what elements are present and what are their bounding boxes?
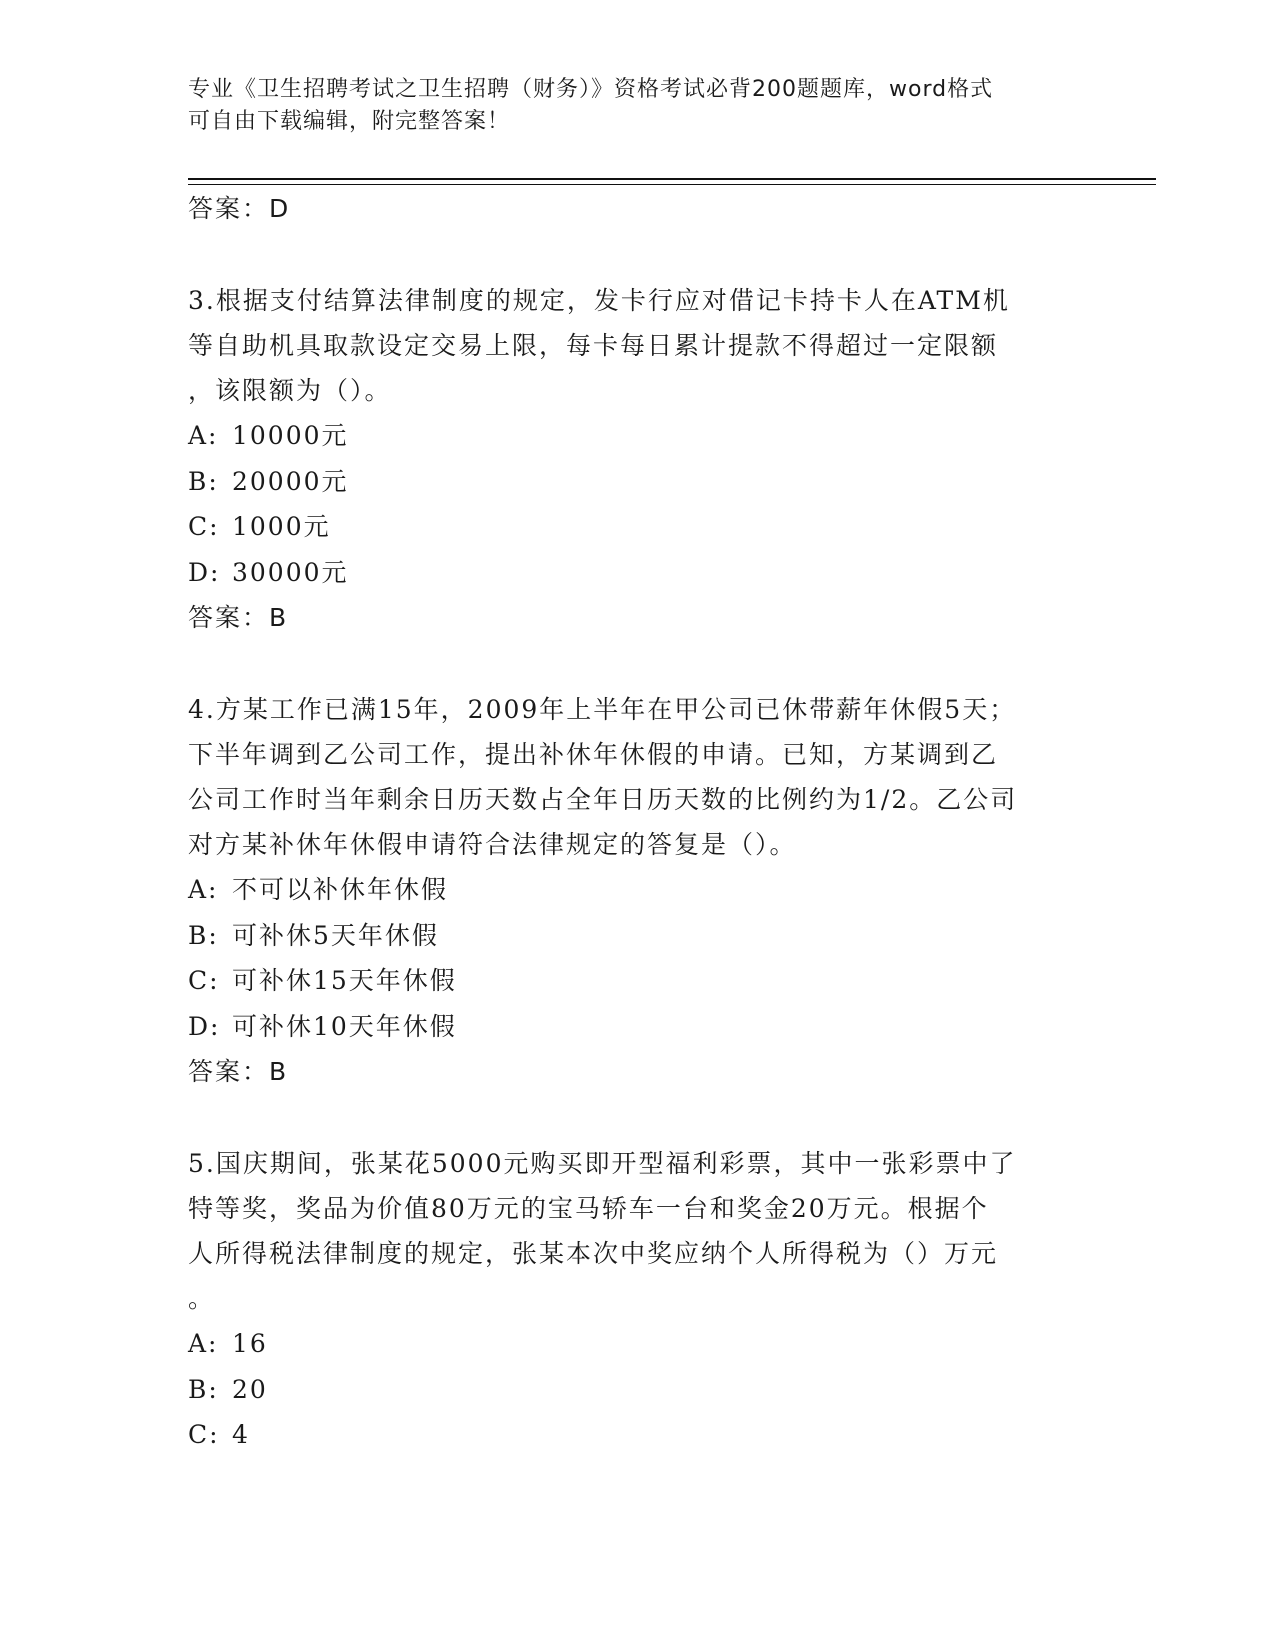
answer-label: 答案： (188, 194, 270, 223)
option-c (188, 504, 1108, 550)
option-letter: A: (188, 421, 219, 450)
question-spacer (188, 641, 1108, 687)
option-text: 可补休15天年休假 (232, 966, 457, 995)
stem-line: 人所得税法律制度的规定，张某本次中奖应纳个人所得税为（）万元 (188, 1239, 999, 1268)
stem-line: 特等奖，奖品为价值80万元的宝马轿车一台和奖金20万元。根据个 (188, 1194, 989, 1223)
stem-line: ，该限额为（）。 (188, 376, 392, 405)
question-4 (188, 687, 1108, 1095)
option-letter: B: (188, 1374, 219, 1404)
option-letter: D: (188, 1011, 221, 1041)
option-d (188, 550, 1108, 596)
stem-line: 3.根据支付结算法律制度的规定，发卡行应对借记卡持卡人在ATM机 (188, 286, 1010, 315)
stem-line: 公司工作时当年剩余日历天数占全年日历天数的比例约为1/2。乙公司 (188, 785, 1018, 814)
document-body (188, 186, 1108, 1458)
answer-label: 答案： (188, 1057, 270, 1086)
question-5 (188, 1141, 1108, 1458)
option-text: 1000元 (232, 512, 331, 541)
option-text: 30000元 (232, 557, 349, 587)
option-b (188, 1367, 1108, 1413)
stem-line: 5.国庆期间，张某花5000元购买即开型福利彩票，其中一张彩票中了 (188, 1149, 1017, 1178)
header-rule-thick (188, 178, 1156, 180)
header-line-2: 可自由下载编辑，附完整答案！ (188, 109, 511, 134)
option-text: 不可以补休年休假 (232, 875, 449, 904)
option-letter: C: (188, 512, 220, 541)
question-stem (188, 278, 1108, 413)
option-text: 10000元 (232, 421, 349, 450)
question-stem (188, 1141, 1108, 1321)
option-letter: A: (188, 1329, 219, 1358)
option-letter: A: (188, 875, 219, 904)
option-letter: C: (188, 1420, 220, 1449)
option-text: 可补休5天年休假 (232, 920, 439, 950)
option-text: 可补休10天年休假 (232, 1011, 457, 1041)
option-c (188, 1412, 1108, 1458)
question-spacer (188, 232, 1108, 278)
option-text: 16 (232, 1329, 268, 1358)
answer-value: B (269, 603, 289, 632)
option-a (188, 413, 1108, 459)
stem-line: 对方某补休年休假申请符合法律规定的答复是（）。 (188, 830, 797, 859)
answer-value: D (269, 194, 291, 223)
option-b (188, 459, 1108, 505)
previous-answer (188, 186, 1108, 232)
question-answer (188, 1049, 1108, 1095)
option-a (188, 1321, 1108, 1367)
header-line-1: 专业《卫生招聘考试之卫生招聘（财务）》资格考试必背200题题库，word格式 (188, 77, 994, 102)
answer-label: 答案： (188, 603, 270, 632)
stem-line: 等自助机具取款设定交易上限，每卡每日累计提款不得超过一定限额 (188, 331, 999, 360)
option-a (188, 867, 1108, 913)
option-letter: C: (188, 966, 220, 995)
option-letter: D: (188, 557, 221, 587)
option-text: 20000元 (232, 466, 349, 496)
stem-line: 。 (188, 1284, 216, 1313)
option-c (188, 958, 1108, 1004)
option-text: 20 (232, 1374, 268, 1404)
question-3 (188, 278, 1108, 641)
question-spacer (188, 1095, 1108, 1141)
stem-line: 下半年调到乙公司工作，提出补休年休假的申请。已知，方某调到乙 (188, 740, 999, 769)
question-answer (188, 595, 1108, 641)
answer-value: B (269, 1057, 289, 1086)
option-letter: B: (188, 466, 219, 496)
header-rule-thin (188, 184, 1156, 185)
option-d (188, 1004, 1108, 1050)
document-header (188, 74, 1088, 138)
question-stem (188, 687, 1108, 867)
stem-line: 4.方某工作已满15年，2009年上半年在甲公司已休带薪年休假5天； (188, 695, 1017, 724)
option-b (188, 913, 1108, 959)
option-text: 4 (232, 1420, 250, 1449)
option-letter: B: (188, 920, 219, 950)
